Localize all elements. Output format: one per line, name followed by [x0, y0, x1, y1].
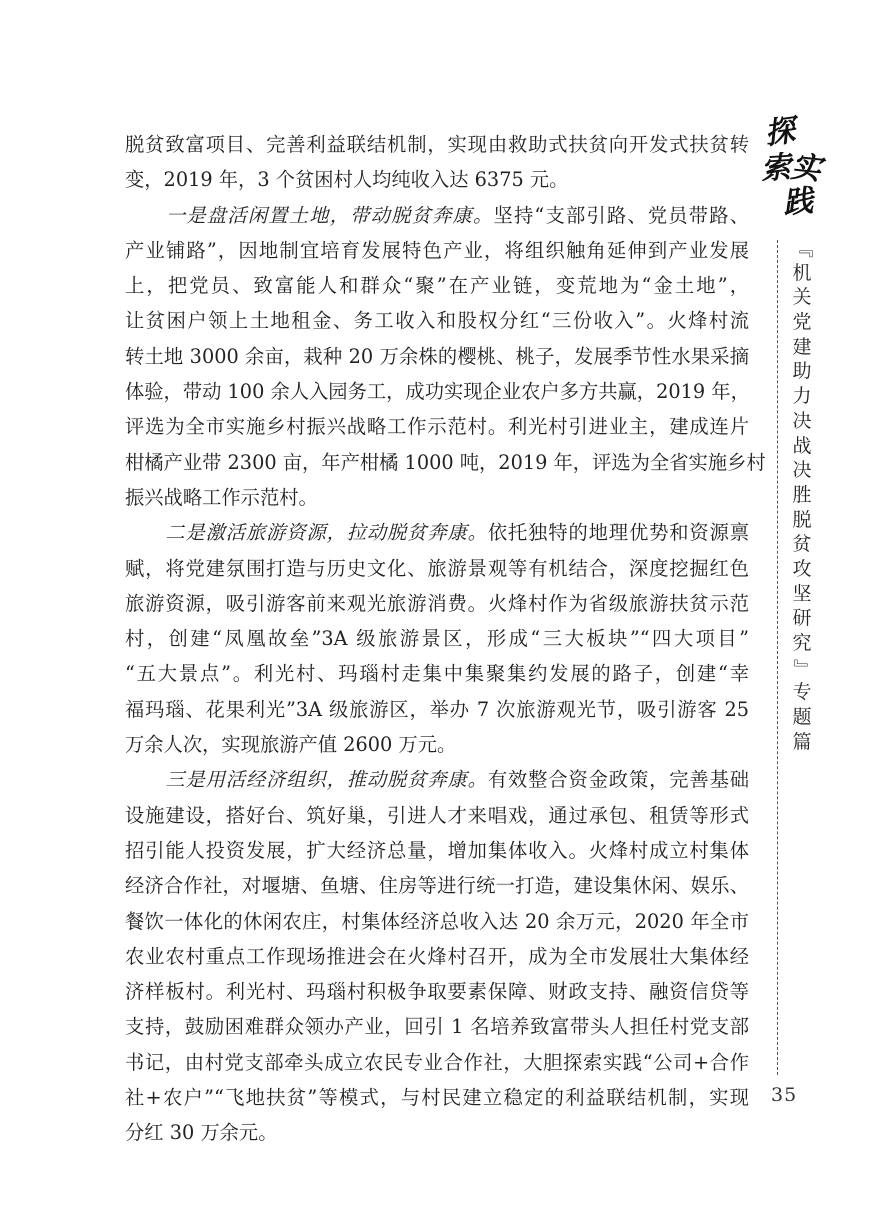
text-line	[125, 1009, 749, 1044]
decorative-calligraphy-title	[759, 113, 823, 224]
line-text: 坚持“支部引路、党员带路、	[493, 203, 749, 227]
line-text: 万余人次，实现旅游产值 2600 万元。	[125, 733, 457, 757]
calligraphy-char: 探	[762, 113, 798, 152]
text-line	[125, 904, 749, 939]
line-text: 支持，鼓励困难群众领办产业，回引 1 名培养致富带头人担任村党支部	[125, 1015, 749, 1039]
line-text: 柑橘产业带 2300 亩，年产柑橘 1000 吨，2019 年，评选为全省实施乡村	[125, 450, 766, 474]
text-line	[125, 974, 749, 1009]
text-line	[125, 939, 749, 974]
text-line	[125, 692, 749, 727]
text-line	[125, 727, 749, 762]
line-text: 旅游资源，吸引游客前来观光旅游消费。火烽村作为省级旅游扶贫示范	[125, 591, 749, 615]
vertical-title-char: 决	[792, 409, 812, 432]
vertical-title-char: 战	[792, 434, 812, 457]
line-text: 体验，带动 100 余人入园务工，成功实现企业农户多方共赢，2019 年，	[125, 380, 750, 404]
text-line	[125, 868, 749, 903]
line-text: 书记，由村党支部牵头成立农民专业合作社，大胆探索实践“公司+合作	[125, 1050, 749, 1074]
line-text: 上，把党员、致富能人和群众“聚”在产业链，变荒地为“金土地”，	[125, 274, 749, 298]
line-text: “五大景点”。利光村、玛瑙村走集中集聚集约发展的路子，创建“幸	[125, 662, 749, 686]
text-line	[125, 233, 749, 268]
page-number: 35	[771, 1084, 798, 1106]
text-line	[125, 162, 749, 197]
text-line	[125, 656, 749, 691]
vertical-title-char: 『	[791, 238, 814, 258]
line-text: 脱贫致富项目、完善利益联结机制，实现由救助式扶贫向开发式扶贫转	[125, 133, 749, 156]
line-text: 经济合作社，对堰塘、鱼塘、住房等进行统一打造，建设集休闲、娱乐、	[125, 874, 749, 898]
text-line	[125, 198, 749, 233]
line-text: 转土地 3000 余亩，栽种 20 万余株的樱桃、桃子，发展季节性水果采摘	[125, 344, 749, 368]
calligraphy-char: 实	[789, 149, 823, 188]
line-text: 赋，将党建氛围打造与历史文化、旅游景观等有机结合，深度挖掘红色	[125, 556, 749, 580]
calligraphy-char: 践	[781, 183, 815, 222]
line-text: 分红 30 万余元。	[125, 1121, 278, 1145]
line-text: 评选为全市实施乡村振兴战略工作示范村。利光村引进业主，建成连片	[125, 415, 749, 439]
vertical-title-char: 决	[792, 459, 812, 482]
text-line	[125, 798, 749, 833]
line-text: 招引能人投资发展，扩大经济总量，增加集体收入。火烽村成立村集体	[125, 838, 749, 862]
text-line	[125, 586, 749, 621]
vertical-title-char: 专	[792, 681, 812, 704]
line-text: 依托独特的地理优势和资源禀	[487, 521, 750, 545]
text-line	[125, 833, 749, 868]
line-text: 有效整合资金政策，完善基础	[487, 768, 750, 792]
line-text: 产业铺路”，因地制宜培育发展特色产业，将组织触角延伸到产业发展	[125, 238, 749, 262]
text-line	[125, 1080, 749, 1115]
text-line	[125, 515, 749, 550]
paragraph-lead-phrase: 三是用活经济组织，推动脱贫奔康。	[125, 768, 488, 792]
line-text: 社+农户”“飞地扶贫”等模式，与村民建立稳定的利益联结机制，实现	[125, 1086, 749, 1110]
vertical-title-char: 贫	[792, 533, 812, 556]
body-text	[125, 127, 766, 1151]
line-text: 变，2019 年，3 个贫困村人均纯收入达 6375 元。	[125, 168, 569, 192]
vertical-dashed-divider	[777, 240, 778, 1075]
vertical-title-char: 脱	[792, 508, 812, 531]
line-text: 福玛瑙、花果利光”3A 级旅游区，举办 7 次旅游观光节，吸引游客 25	[125, 697, 749, 721]
vertical-title-char: 助	[792, 360, 812, 383]
paragraph-lead-phrase: 一是盘活闲置土地，带动脱贫奔康。	[125, 203, 494, 227]
line-text: 餐饮一体化的休闲农庄，村集体经济总收入达 20 余万元，2020 年全市	[125, 909, 749, 933]
paragraph-lead-phrase: 二是激活旅游资源，拉动脱贫奔康。	[125, 521, 488, 545]
vertical-title-char: 题	[792, 706, 812, 729]
line-text: 济样板村。利光村、玛瑙村积极争取要素保障、财政支持、融资信贷等	[125, 980, 749, 1004]
text-line	[125, 1045, 749, 1080]
line-text: 让贫困户领上土地租金、务工收入和股权分红“三份收入”。火烽村流	[125, 309, 749, 333]
line-text: 农业农村重点工作现场推进会在火烽村召开，成为全市发展壮大集体经	[125, 944, 749, 968]
vertical-title-char: 攻	[792, 557, 812, 580]
vertical-title-char: 建	[792, 335, 812, 358]
vertical-title-char: 篇	[792, 730, 812, 753]
line-text: 振兴战略工作示范村。	[125, 485, 318, 509]
text-line	[125, 621, 749, 656]
text-line	[125, 303, 749, 338]
vertical-title-char: 关	[792, 286, 812, 309]
text-line	[125, 339, 749, 374]
vertical-title-char: 力	[792, 385, 812, 408]
calligraphy-char: 索	[759, 149, 793, 188]
text-line	[125, 445, 766, 480]
text-line	[125, 1115, 749, 1150]
vertical-title-char: 究	[792, 632, 812, 654]
vertical-title-char: 党	[792, 311, 812, 334]
line-text: 设施建设，搭好台、筑好巢，引进人才来唱戏，通过承包、租赁等形式	[125, 803, 749, 827]
vertical-section-title	[789, 236, 815, 754]
text-line	[125, 762, 749, 797]
text-line	[125, 551, 749, 586]
line-text: 村，创建“凤凰故垒”3A 级旅游景区，形成“三大板块”“四大项目”	[125, 627, 749, 651]
vertical-title-char: 胜	[792, 483, 812, 506]
text-line	[125, 409, 749, 444]
text-line	[125, 268, 749, 303]
vertical-title-char: 』	[791, 658, 814, 678]
text-line	[125, 480, 749, 515]
text-line	[125, 127, 749, 162]
vertical-title-char: 研	[792, 607, 812, 630]
vertical-title-char: 坚	[792, 582, 812, 605]
text-line	[125, 374, 749, 409]
vertical-title-char: 机	[792, 261, 812, 284]
